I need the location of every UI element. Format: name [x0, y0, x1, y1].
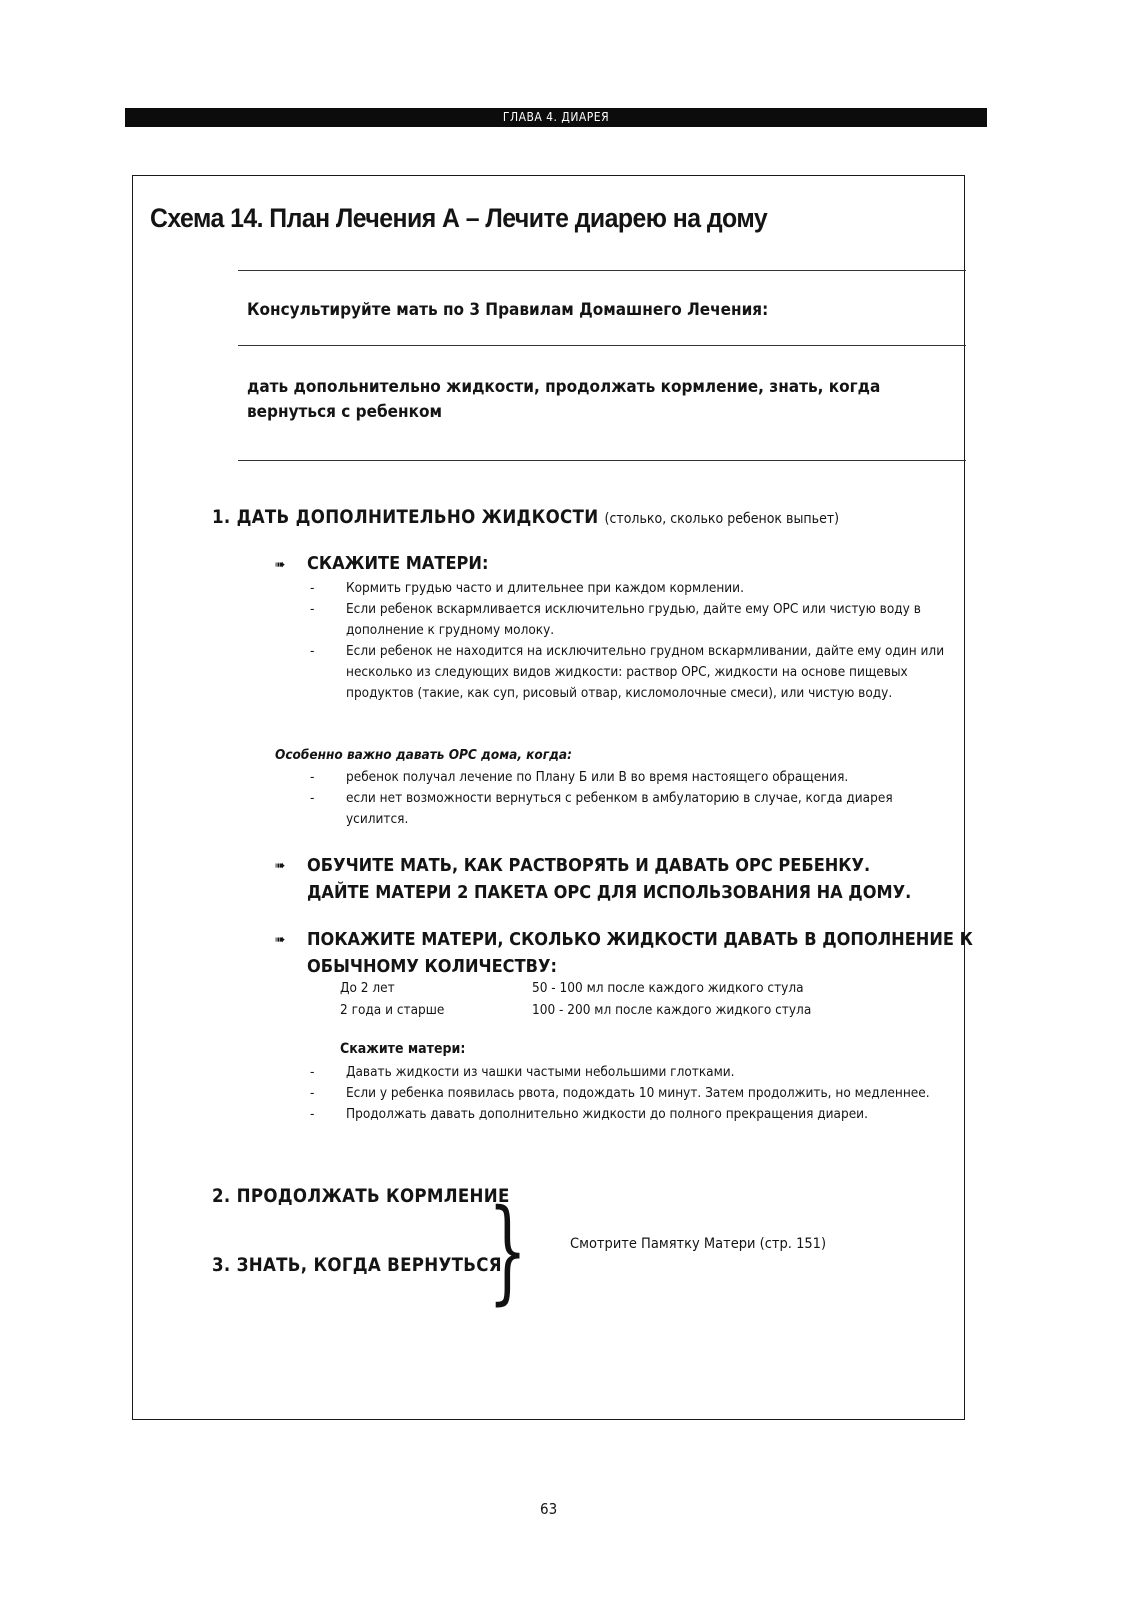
arrow-right-icon: ➠: [275, 932, 286, 948]
counsel-text: Консультируйте мать по 3 Правилам Домашнего Лечения:: [247, 300, 769, 320]
tell-mother-subheading: Скажите матери:: [340, 1041, 466, 1057]
list-item: - Если у ребенка появилась рвота, подождать 10 минут. Затем продолжить, но медленнее.: [310, 1085, 930, 1101]
list-item: - Кормить грудью часто и длительнее при каждом кормлении.: [310, 580, 744, 596]
section-1-note: (столько, сколько ребенок выпьет): [604, 511, 840, 527]
list-item: - ребенок получал лечение по Плану Б или В во время настоящего обращения.: [310, 769, 849, 785]
list-item: - Если ребенок не находится на исключительно грудном вскармливании, дайте ему один или несколько из следующих видов жидкости: раствор ОРС, жидкости на основе пищевых продуктов (такие, как суп, рисовый отвар, кисломолочные смеси), или чистую воду.: [310, 643, 945, 701]
right-brace-icon: }: [488, 1186, 528, 1316]
see-memo-text: Смотрите Памятку Матери (стр. 151): [570, 1236, 827, 1252]
section-3-heading: 3. ЗНАТЬ, КОГДА ВЕРНУТЬСЯ: [212, 1255, 502, 1276]
show-mother-heading: ПОКАЖИТЕ МАТЕРИ, СКОЛЬКО ЖИДКОСТИ ДАВАТЬ В ДОПОЛНЕНИЕ К ОБЫЧНОМУ КОЛИЧЕСТВУ:: [307, 929, 973, 977]
drinking-advice-list: [310, 1062, 940, 1125]
table-row: До 2 лет 50 - 100 мл после каждого жидкого стула: [340, 980, 804, 996]
divider-2: [238, 345, 966, 346]
amount-table: [340, 977, 811, 1021]
ors-important-heading: Особенно важно давать ОРС дома, когда:: [275, 747, 572, 763]
list-item: - если нет возможности вернуться с ребенком в амбулаторию в случае, когда диарея усилится.: [310, 790, 893, 827]
arrow-right-icon: ➠: [275, 858, 286, 874]
divider-1: [238, 270, 966, 271]
section-1-heading: 1. ДАТЬ ДОПОЛНИТЕЛЬНО ЖИДКОСТИ (столько, сколько ребенок выпьет): [212, 507, 840, 528]
teach-mother-text: ОБУЧИТЕ МАТЬ, КАК РАСТВОРЯТЬ И ДАВАТЬ ОРС РЕБЕНКУ. ДАЙТЕ МАТЕРИ 2 ПАКЕТА ОРС ДЛЯ ИСПОЛЬЗОВАНИЯ НА ДОМУ.: [307, 855, 912, 903]
page-title: Схема 14. План Лечения А – Лечите диарею на дому: [150, 203, 768, 233]
list-item: - Продолжать давать дополнительно жидкости до полного прекращения диареи.: [310, 1106, 868, 1122]
list-item: - Давать жидкости из чашки частыми небольшими глотками.: [310, 1064, 735, 1080]
arrow-right-icon: ➠: [275, 557, 286, 573]
tell-mother-list: [310, 578, 950, 704]
table-row: 2 года и старше 100 - 200 мл после каждого жидкого стула: [340, 1002, 812, 1018]
page-number: 63: [540, 1500, 558, 1518]
list-item: - Если ребенок вскармливается исключительно грудью, дайте ему ОРС или чистую воду в дополнение к грудному молоку.: [310, 601, 921, 638]
section-2-heading: 2. ПРОДОЛЖАТЬ КОРМЛЕНИЕ: [212, 1186, 510, 1207]
ors-important-list: [310, 767, 930, 830]
home-rules-text: дать допольнительно жидкости, продолжать кормление, знать, когда вернуться с ребенком: [247, 377, 881, 422]
chapter-header: ГЛАВА 4. ДИАРЕЯ: [125, 108, 987, 127]
tell-mother-heading: СКАЖИТЕ МАТЕРИ:: [307, 553, 489, 574]
divider-3: [238, 460, 966, 461]
